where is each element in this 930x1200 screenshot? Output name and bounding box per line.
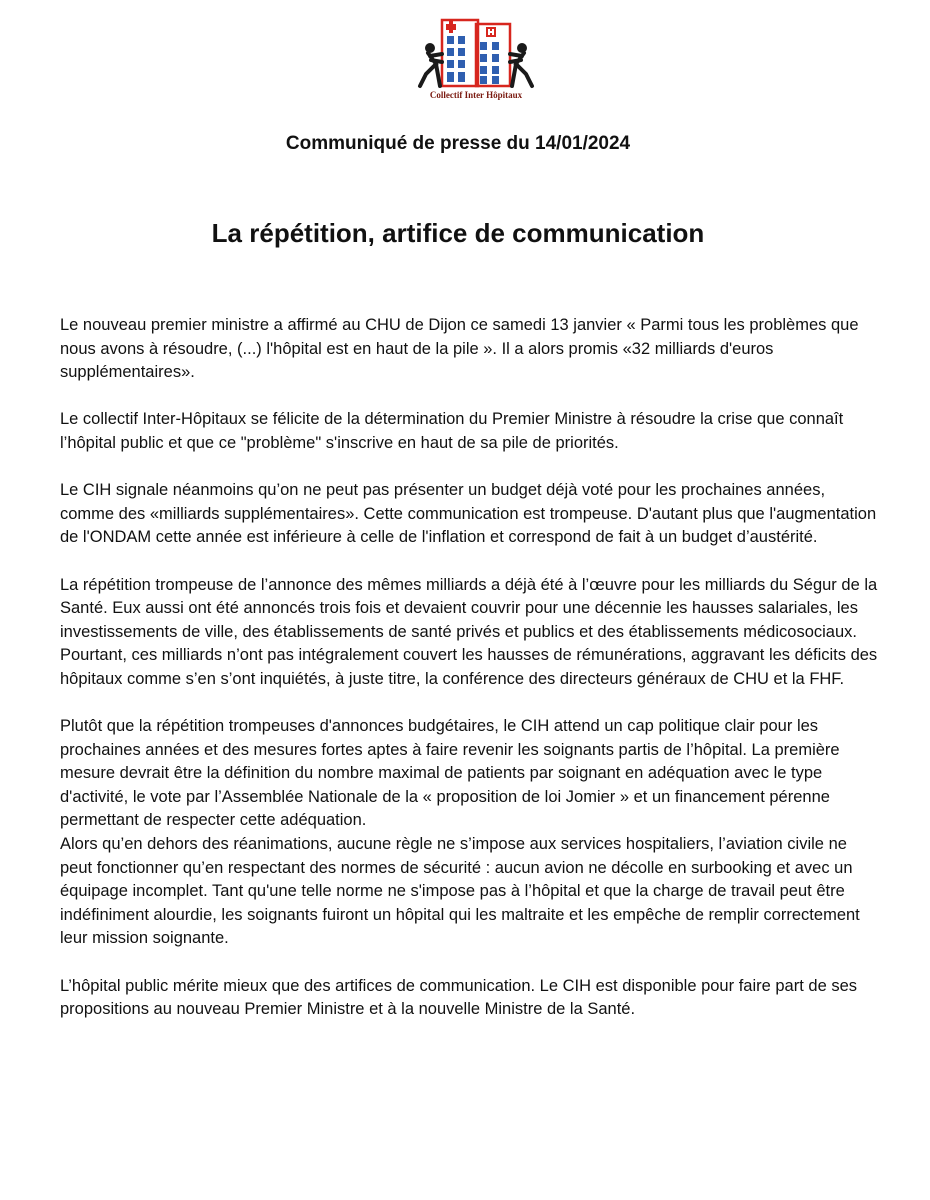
paragraph: Le collectif Inter-Hôpitaux se félicite de la détermination du Premier Ministre à résoudre la crise que connaît l’hôpital public et que ce "problème" s'inscrive en haut de sa pile de priorités. (60, 410, 844, 452)
paragraph: L’hôpital public mérite mieux que des artifices de communication. Le CIH est disponible pour faire part de ses propositions au nouveau Premier Ministre et à la nouvelle Ministre de la Santé. (60, 976, 858, 1019)
press-release-dateline: Communiqué de presse du 14/01/2024 (285, 133, 631, 154)
collectif-inter-hopitaux-logo (416, 14, 536, 106)
paragraph: Le CIH signale néanmoins qu’on ne peut pas présenter un budget déjà voté pour les prochaines années, comme des «milliards supplémentaires». Cette communication est trompeuse. D'autant plus que l'augmentation de l'ONDAM cette année est inférieure à celle de l'inflation et correspond de fait à un budget d’austérité. (60, 481, 877, 547)
logo-text: Collectif Inter Hôpitaux (429, 90, 523, 100)
hospital-buildings-logo-icon (416, 14, 536, 90)
page-title: La répétition, artifice de communication (211, 218, 705, 248)
body-text (60, 314, 880, 1045)
paragraph: Le nouveau premier ministre a affirmé au CHU de Dijon ce samedi 13 janvier « Parmi tous les problèmes que nous avons à résoudre, (...) l'hôpital est en haut de la pile ». Il a alors promis «32 milliards d'euros supplémentaires». (60, 316, 859, 382)
paragraph: Alors qu’en dehors des réanimations, aucune règle ne s’impose aux services hospitaliers, l’aviation civile ne peut fonctionner qu’en respectant des normes de sécurité : aucun avion ne décolle en surbooking et avec un équipage incomplet. Tant qu'une telle norme ne s'impose pas à l’hôpital et que la charge de travail peut être indéfiniment alourdie, les soignants fuiront un hôpital qui les maltraite et les empêche de remplir correctement leur mission soignante. (60, 835, 860, 948)
paragraph: Plutôt que la répétition trompeuses d'annonces budgétaires, le CIH attend un cap politique clair pour les prochaines années et des mesures fortes aptes à faire revenir les soignants partis de l’hôpital. La première mesure devrait être la définition du nombre maximal de patients par soignant en adéquation avec le type d'activité, le vote par l’Assemblée Nationale de la « proposition de loi Jomier » et un financement pérenne permettant de respecter cette adéquation. (60, 717, 840, 830)
paragraph: La répétition trompeuse de l’annonce des mêmes milliards a déjà été à l’œuvre pour les milliards du Ségur de la Santé. Eux aussi ont été annoncés trois fois et devaient couvrir pour une décennie les hausses salariales, les investissements de ville, des établissements de santé privés et publics et des établissements médicosociaux. Pourtant, ces milliards n’ont pas intégralement couvert les hausses de rémunérations, aggravant les déficits des hôpitaux comme s’en s’ont inquiétés, à juste titre, la conférence des directeurs généraux de CHU et la FHF. (60, 575, 878, 688)
